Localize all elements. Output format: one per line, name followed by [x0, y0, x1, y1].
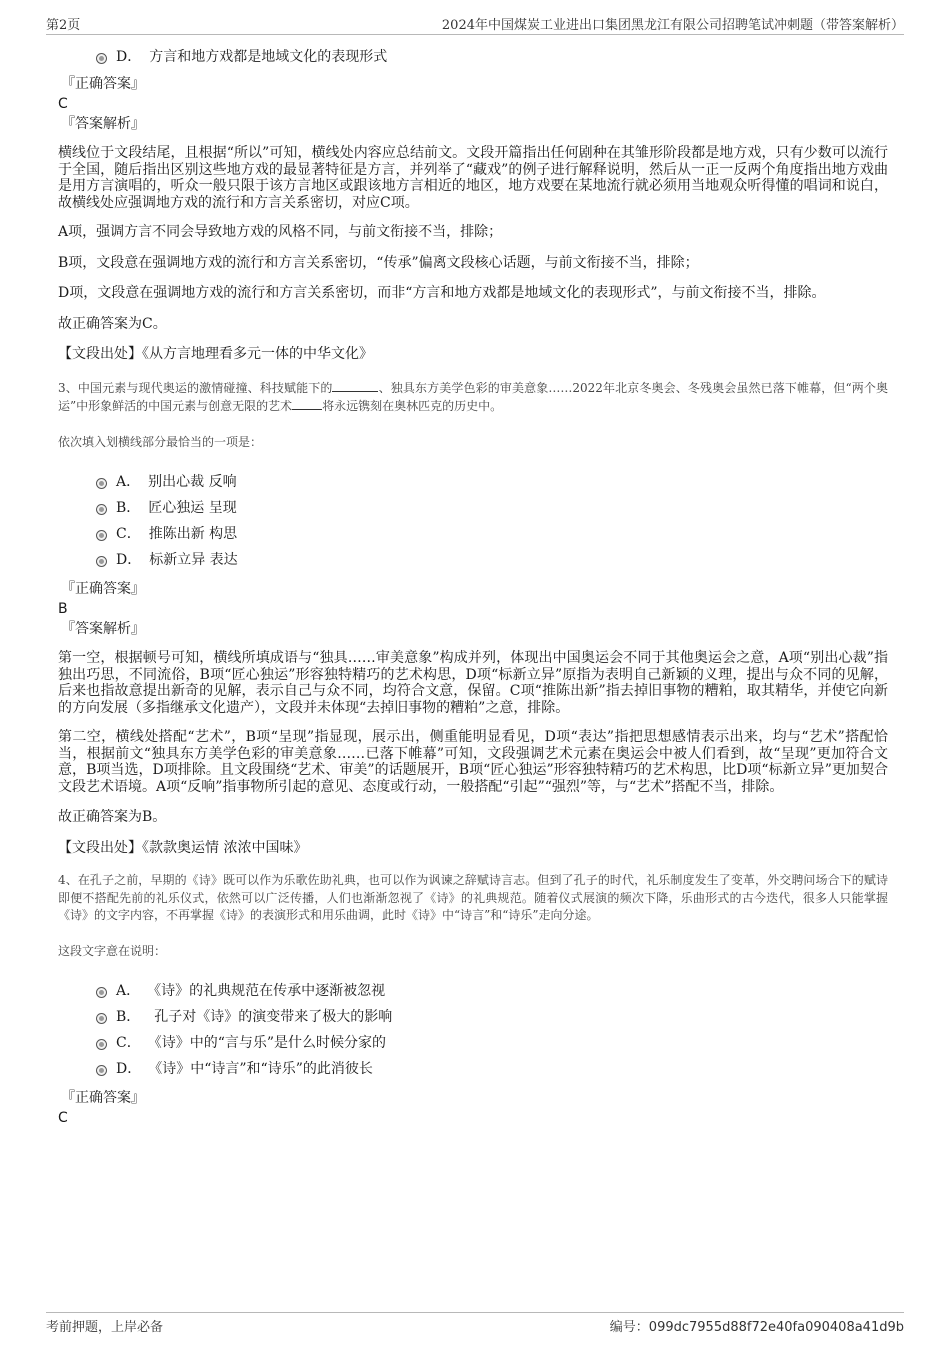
page-header [46, 14, 904, 35]
q2-option-d[interactable] [58, 44, 888, 70]
page-number: 第2页 [46, 18, 81, 33]
footer-slogan: 考前押题，上岸必备 [46, 1320, 164, 1335]
q3-analysis-paragraph: 第一空，根据顿号可知，横线所填成语与“独具……审美意象”构成并列，体现出中国奥运会不同于其他奥运会之意，A项“别出心裁”指独出巧思，不同流俗，B项“匠心独运”形容独特精巧的艺术构思，D项“标新立异”原指为表明自己新颖的义理，提出与众不同的见解，后来也指故意提出新奇的见解，表示自己与众不同，均符合文意，保留。C项“推陈出新”指去掉旧事物的糟粕，取其精华，并使它向新的方向发展（多指继承文化遗产），文段并未体现“去掉旧事物的糟粕”之意，排除。 [58, 650, 888, 716]
radio-icon[interactable] [96, 53, 107, 64]
fill-blank-2 [292, 397, 322, 410]
q4-prompt: 这段文字意在说明： [58, 943, 167, 958]
fill-blank-1 [332, 379, 378, 392]
correct-answer-label: 『正确答案』 [61, 1090, 145, 1106]
q2-analysis-paragraph: D项，文段意在强调地方戏的流行和方言关系密切，而非“方言和地方戏都是地域文化的表现形式”，与前文衔接不当，排除。 [58, 285, 826, 301]
page-content [58, 44, 888, 1128]
q2-analysis-paragraph: A项，强调方言不同会导致地方戏的风格不同，与前文衔接不当，排除； [58, 224, 503, 240]
q3-source: 【文段出处】《款款奥运情 浓浓中国味》 [58, 839, 308, 856]
q3-analysis-paragraph: 第二空，横线处搭配“艺术”，B项“呈现”指显现，展示出，侧重能明显看见，D项“表达”指把思想感情表示出来，均与“艺术”搭配恰当，根据前文“独具东方美学色彩的审美意象……已落下帷幕”可知，文段强调艺术元素在奥运会中被人们看到，故“呈现”更加符合文意，B项当选，D项排除。且文段围绕“艺术、审美”的话题展开，B项“匠心独运”形容独特精巧的艺术构思，比D项“标新立异”更加契合文段艺术语境。A项“反响”指事物所引起的意见、态度或行动，一般搭配“引起”“强烈”等，与“艺术”搭配不当，排除。 [58, 729, 888, 795]
q4-answer: C [58, 1110, 68, 1126]
radio-icon[interactable] [96, 556, 107, 567]
q3-prompt: 依次填入划横线部分最恰当的一项是： [58, 434, 263, 449]
q3-options [58, 469, 888, 573]
q3-option-c[interactable]: C． 推陈出新 构思 [58, 521, 888, 547]
option-letter: D． [116, 49, 142, 65]
page-footer [46, 1312, 904, 1335]
q4-option-d[interactable]: D． 《诗》中“诗言”和“诗乐”的此消彼长 [58, 1056, 888, 1082]
radio-icon[interactable] [96, 1039, 107, 1050]
radio-icon[interactable] [96, 987, 107, 998]
q4-option-b[interactable]: B． 孔子对《诗》的演变带来了极大的影响 [58, 1004, 888, 1030]
analysis-label: 『答案解析』 [61, 116, 145, 132]
radio-icon[interactable] [96, 530, 107, 541]
q3-conclusion: 故正确答案为B。 [58, 809, 167, 825]
radio-icon[interactable] [96, 478, 107, 489]
option-text: 方言和地方戏都是地域文化的表现形式 [149, 49, 388, 65]
q3-answer: B [58, 601, 68, 617]
q3-option-d[interactable]: D． 标新立异 表达 [58, 547, 888, 573]
q3-stem: 3、中国元素与现代奥运的激情碰撞、科技赋能下的 、独具东方美学色彩的审美意象……2022年北京冬奥会、冬残奥会虽然已落下帷幕，但“两个奥运”中形象鲜活的中国元素与创意无限的艺术 将永远镌刻在奥林匹克的历史中。 [58, 380, 888, 413]
document-code: 编号：099dc7955d88f72e40fa090408a41d9b [609, 1320, 904, 1335]
q4-option-a[interactable]: A． 《诗》的礼典规范在传承中逐渐被忽视 [58, 978, 888, 1004]
q2-answer: C [58, 96, 68, 112]
q4-options [58, 978, 888, 1082]
q2-analysis-paragraph: B项，文段意在强调地方戏的流行和方言关系密切，“传承”偏离文段核心话题，与前文衔接不当，排除； [58, 254, 699, 271]
q2-analysis-paragraph: 横线位于文段结尾，且根据“所以”可知，横线处内容应总结前文。文段开篇指出任何剧种在其雏形阶段都是地方戏，只有少数可以流行于全国，随后指出区别这些地方戏的最显著特征是方言，并列举了“藏戏”的例子进行解释说明，然后从一正一反两个角度指出地方戏曲是用方言演唱的，听众一般只限于该方言地区或跟该地方言相近的地区，地方戏要在某地流行就必须用当地观众听得懂的唱词和说白，故横线处应强调地方戏的流行和方言关系密切，对应C项。 [58, 145, 888, 211]
analysis-label: 『答案解析』 [61, 621, 145, 637]
radio-icon[interactable] [96, 1065, 107, 1076]
q2-source: 【文段出处】《从方言地理看多元一体的中华文化》 [58, 346, 373, 362]
q3-option-b[interactable]: B． 匠心独运 呈现 [58, 495, 888, 521]
correct-answer-label: 『正确答案』 [61, 581, 145, 597]
document-title: 2024年中国煤炭工业进出口集团黑龙江有限公司招聘笔试冲刺题（带答案解析） [441, 18, 904, 33]
q4-option-c[interactable]: C． 《诗》中的“言与乐”是什么时候分家的 [58, 1030, 888, 1056]
radio-icon[interactable] [96, 1013, 107, 1024]
q3-option-a[interactable]: A． 别出心裁 反响 [58, 469, 888, 495]
correct-answer-label: 『正确答案』 [61, 76, 145, 92]
q2-conclusion: 故正确答案为C。 [58, 315, 167, 332]
q4-stem: 4、在孔子之前，早期的《诗》既可以作为乐歌佐助礼典，也可以作为讽谏之辞赋诗言志。但到了孔子的时代，礼乐制度发生了变革，外交聘问场合下的赋诗即便不搭配先前的礼乐仪式，依然可以广泛传播，人们也渐渐忽视了《诗》的礼典规范。随着仪式展演的频次下降，乐曲形式的古今迭代，很多人只能掌握《诗》的文字内容，不再掌握《诗》的表演形式和用乐曲调，此时《诗》中“诗言”和“诗乐”走向分途。 [58, 873, 888, 922]
radio-icon[interactable] [96, 504, 107, 515]
